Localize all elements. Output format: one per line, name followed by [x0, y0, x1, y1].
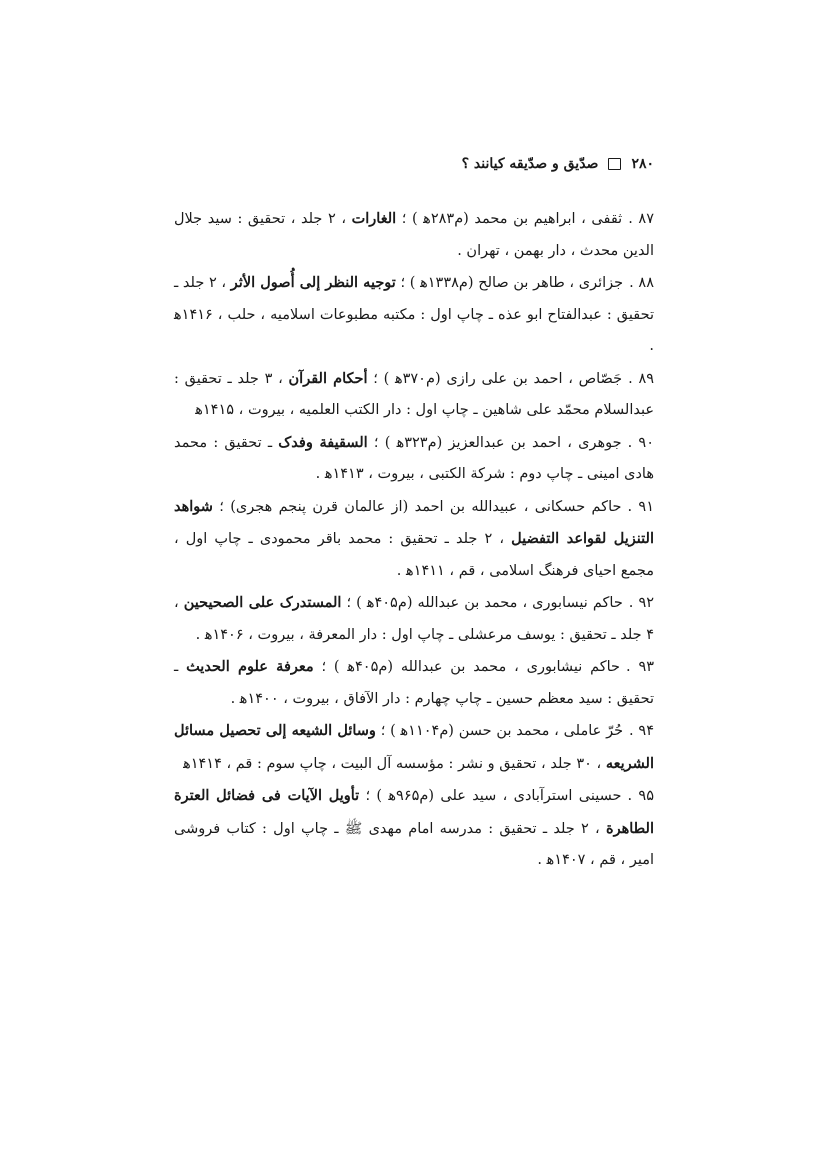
- entry-author: حاکم حسکانی ، عبیدالله بن احمد (از عالمان قرن پنجم هجری) ؛: [212, 498, 622, 515]
- entry-title: أحکام القرآن: [288, 369, 368, 387]
- bibliography-entry: [174, 780, 654, 877]
- entry-details: ، ۲ جلد ـ تحقیق : محمد باقر محمودی ـ چاپ اول ، مجمع احیای فرهنگ اسلامی ، قم ، ۱۴۱۱ﻫ .: [174, 531, 654, 579]
- entry-author: حاکم نیسابوری ، محمد بن عبدالله (م۴۰۵ﻫ ) ؛: [341, 595, 623, 611]
- entry-number: ۹۰ .: [627, 434, 654, 451]
- entry-author: حاکم نیشابوری ، محمد بن عبدالله (م۴۰۵ﻫ ) ؛: [313, 659, 621, 675]
- box-bullet-icon: [608, 158, 621, 170]
- bibliography-entry: [174, 715, 654, 780]
- entry-author: حُرّ عاملی ، محمد بن حسن (م۱۱۰۴ﻫ ) ؛: [375, 723, 624, 739]
- entry-number: ۸۸ .: [629, 275, 654, 291]
- running-title: صدّیق و صدّیقه کیانند ؟: [461, 156, 599, 172]
- entry-number: ۹۲ .: [628, 595, 655, 611]
- bibliography-entry: [174, 203, 654, 267]
- entry-number: ۹۵ .: [627, 788, 654, 804]
- entry-details: ، ۲ جلد ، تحقیق : سید جلال الدین محدث ، دار بهمن ، تهران .: [174, 211, 654, 259]
- entry-title: السقیفة وفدک: [278, 433, 368, 451]
- entry-title: شواهد التنزیل لقواعد التفضیل: [174, 497, 655, 547]
- bibliography-entry: [174, 363, 654, 427]
- bibliography-entry: [174, 491, 654, 588]
- entry-title: معرفة علوم الحدیث: [186, 658, 314, 675]
- page-number: ۲۸۰: [631, 156, 654, 172]
- entry-author: جزائری ، طاهر بن صالح (م۱۳۳۸ﻫ ) ؛: [395, 275, 624, 291]
- bibliography-list: [174, 203, 654, 877]
- entry-title: وسائل الشیعه إلی تحصیل مسائل الشریعه: [174, 722, 654, 772]
- entry-author: ثقفی ، ابراهیم بن محمد (م۲۸۳ﻫ ) ؛: [396, 211, 623, 227]
- bibliography-entry: [174, 427, 654, 491]
- bibliography-entry: [174, 651, 654, 715]
- entry-title: الغارات: [351, 210, 397, 227]
- entry-title: توجیه النظر إلی أُصول الأثر: [230, 274, 396, 291]
- entry-title: تأویل الآیات فی فضائل العترة الطاهرة: [174, 787, 654, 837]
- entry-number: ۹۳ .: [626, 659, 655, 675]
- entry-number: ۸۷ .: [628, 211, 654, 227]
- bibliography-entry: [174, 587, 654, 651]
- entry-details: ، ۴ جلد ـ تحقیق : یوسف مرعشلی ـ چاپ اول : دار المعرفة ، بیروت ، ۱۴۰۶ﻫ .: [174, 595, 654, 643]
- entry-details: ـ تحقیق : سید معظم حسین ـ چاپ چهارم : دار الآفاق ، بیروت ، ۱۴۰۰ﻫ .: [174, 659, 654, 707]
- entry-author: حسینی استرآبادی ، سید علی (م۹۶۵ﻫ ) ؛: [359, 788, 622, 804]
- entry-number: ۸۹ .: [628, 370, 655, 387]
- entry-number: ۹۱ .: [627, 498, 654, 515]
- bibliography-entry: [174, 267, 654, 363]
- entry-author: جَصّاص ، احمد بن علی رازی (م۳۷۰ﻫ ) ؛: [367, 370, 623, 387]
- entry-author: جوهری ، احمد بن عبدالعزیز (م۳۲۳ﻫ ) ؛: [367, 434, 622, 451]
- entry-details: ، ۳۰ جلد ، تحقیق و نشر : مؤسسه آل البیت ، چاپ سوم : قم ، ۱۴۱۴ﻫ: [183, 755, 606, 772]
- entry-details: ، ۲ جلد ـ تحقیق : عبدالفتاح ابو عذه ـ چاپ اول : مکتبه مطبوعات اسلامیه ، حلب ، ۱۴۱۶ﻫ .: [174, 275, 654, 354]
- entry-title: المستدرک علی الصحیحین: [183, 594, 342, 611]
- entry-details: ، ۲ جلد ـ تحقیق : مدرسه امام مهدی ﷺ ـ چاپ اول : کتاب فروشی امیر ، قم ، ۱۴۰۷ﻫ .: [174, 820, 654, 868]
- entry-details: ، ۳ جلد ـ تحقیق : عبدالسلام محمّد علی شاهین ـ چاپ اول : دار الکتب العلمیه ، بیروت ، ۱۴۱۵ﻫ: [174, 370, 654, 418]
- entry-details: ـ تحقیق : محمد هادی امینی ـ چاپ دوم : شرکة الکتبی ، بیروت ، ۱۴۱۳ﻫ .: [174, 434, 654, 482]
- entry-number: ۹۴ .: [629, 723, 654, 739]
- running-header: [172, 156, 654, 172]
